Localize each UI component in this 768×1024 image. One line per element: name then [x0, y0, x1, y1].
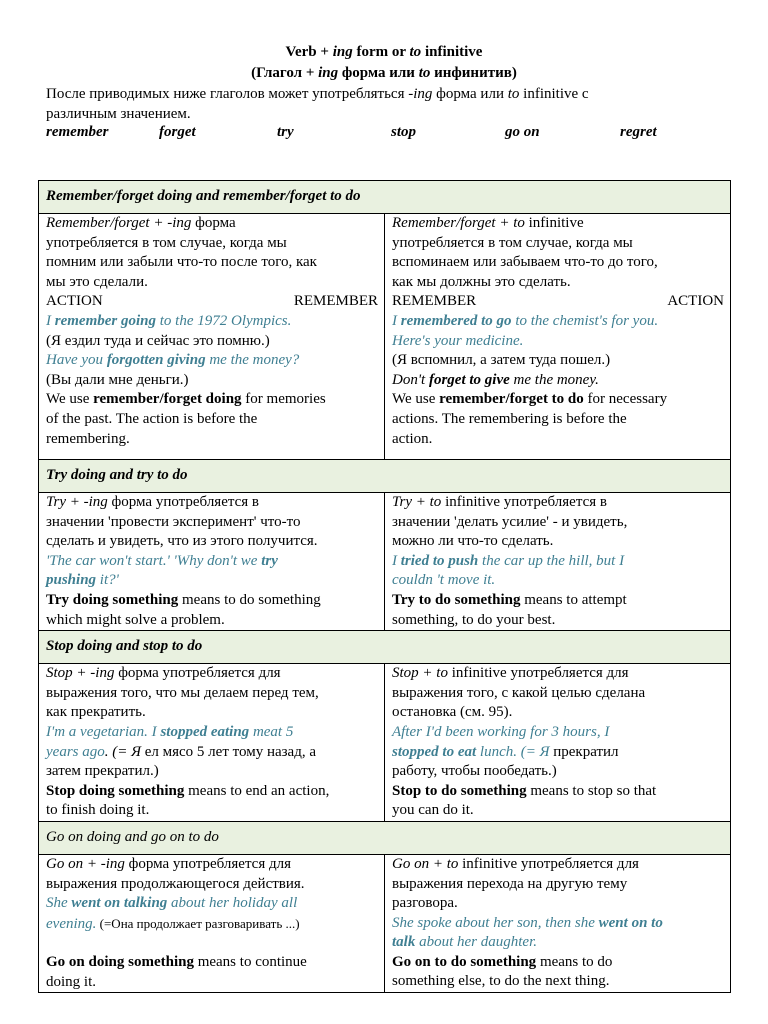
cell-text: форма употребляется для [124, 855, 292, 872]
cell-text: ACTION [46, 293, 103, 310]
example-text: I [46, 312, 55, 329]
cell-text: как мы должны это сделать. [392, 273, 571, 290]
cell-text: actions. The remembering is before the [392, 410, 627, 427]
subtitle-text: ing [318, 65, 339, 81]
example-text: I'm a vegetarian. I [46, 723, 161, 740]
section-header-row [39, 181, 731, 214]
cell-text: which might solve a problem. [46, 611, 225, 628]
example-text: went on to [598, 914, 663, 931]
cell-text: action. [392, 430, 433, 447]
right-cell [385, 214, 731, 460]
cell-text: . (= Я [104, 743, 145, 760]
example-text: forgotten giving [106, 352, 206, 369]
verb-stop: stop [391, 124, 417, 140]
example-text: meat 5 [249, 723, 294, 740]
cell-text: (Я вспомнил, а затем туда пошел.) [392, 352, 611, 369]
left-cell [39, 854, 385, 993]
cell-text: вспоминаем или забываем что-то до того, [392, 254, 658, 271]
cell-text: infinitive употребляется для [458, 855, 639, 872]
cell-text: ACTION [667, 293, 724, 310]
cell-text: затем прекратил.) [46, 763, 159, 780]
header-text: go on to do [151, 828, 219, 845]
example-text: She spoke about her son, then she [392, 914, 599, 931]
example-text: I [392, 312, 401, 329]
example-text: stopped to eat [392, 743, 477, 760]
cell-text: of the past. The action is before the [46, 410, 258, 427]
cell-text: значении 'провести эксперимент' что-то [46, 513, 301, 530]
title-text: to [409, 44, 422, 60]
cell-text: doing it. [46, 973, 97, 990]
intro-text: to [507, 86, 520, 102]
cell-text: выражения того, что мы делаем перед тем, [46, 684, 319, 701]
subtitle-text: (Глагол + [251, 65, 319, 81]
header-text: and [121, 828, 151, 845]
verb-remember: remember [46, 124, 109, 140]
cell-text: Go on + -ing [46, 855, 125, 872]
example-text: me the money? [205, 352, 300, 369]
cell-text: прекратил [553, 743, 619, 760]
intro-text: форма или [432, 86, 508, 102]
example-text: talk [392, 934, 416, 951]
cell-text: me the money. [509, 371, 599, 388]
grammar-table [38, 180, 731, 993]
cell-text: means to do [536, 953, 613, 970]
cell-text: (Я ездил туда и сейчас это помню.) [46, 332, 270, 349]
cell-text: выражения перехода на другую тему [392, 875, 628, 892]
cell-text: остановка (см. 95). [392, 704, 513, 721]
right-cell [385, 664, 731, 822]
example-text: couldn 't move it. [392, 572, 496, 589]
cell-text: Remember/forget + -ing [46, 215, 192, 231]
intro-paragraph [46, 84, 726, 124]
cell-text: употребляется в том случае, когда мы [392, 234, 633, 251]
cell-text: means to do something [178, 591, 321, 608]
example-text: She [46, 895, 72, 912]
cell-text: means to attempt [520, 591, 627, 608]
cell-text: something, to do your best. [392, 611, 556, 628]
title-text: ing [332, 44, 353, 60]
cell-text: Don't [392, 371, 429, 388]
cell-text: something else, to do the next thing. [392, 973, 610, 990]
subtitle-text: to [418, 65, 431, 81]
example-text: tried to push [400, 552, 479, 569]
title-text: Verb + [285, 44, 333, 60]
cell-text: infinitive употребляется в [441, 494, 607, 510]
section-header-row [39, 631, 731, 664]
subtitle-text: инфинитив) [430, 65, 517, 81]
intro-text: ing [413, 86, 433, 102]
example-text: the car up the hill, but I [478, 552, 625, 569]
cell-text: Try doing something [46, 591, 179, 608]
verb-try: try [277, 124, 294, 140]
verb-regret: regret [620, 124, 657, 140]
section-header: Try doing and try to do [39, 460, 731, 493]
cell-text: как прекратить. [46, 704, 146, 721]
example-text: about her daughter. [415, 934, 538, 951]
cell-text: Remember/forget + to [392, 215, 525, 231]
cell-text: помним или забыли что-то после того, как [46, 254, 317, 271]
cell-text: you can do it. [392, 802, 474, 819]
cell-text: мы это сделали. [46, 273, 148, 290]
intro-text: различным значением. [46, 106, 191, 122]
cell-text: Try + -ing [46, 494, 108, 510]
cell-text: Go on to do something [392, 953, 537, 970]
section-header: Stop doing and stop to do [39, 631, 731, 664]
spacer [46, 934, 378, 953]
example-text: 'The car won't start.' 'Why don't we [46, 552, 262, 569]
example-text: After I'd been working for 3 hours, I [392, 723, 610, 740]
example-text: years ago [46, 743, 105, 760]
section-content-row [39, 664, 731, 822]
cell-text: Stop doing something [46, 782, 185, 799]
example-text: it?' [96, 572, 119, 589]
cell-text: работу, чтобы пообедать.) [392, 763, 557, 780]
cell-text: форма употребляется для [114, 665, 281, 682]
cell-text: Go on + to [392, 855, 459, 872]
intro-text: После приводимых ниже глаголов может употребляться - [46, 86, 414, 102]
cell-text: REMEMBER [293, 293, 378, 310]
subtitle-text: форма или [338, 65, 419, 81]
intro-text: infinitive с [519, 86, 589, 102]
verb-go-on: go on [505, 124, 540, 140]
cell-text: infinitive употребляется для [447, 665, 629, 682]
cell-text: We use [46, 391, 94, 408]
cell-text: можно ли что-то сделать. [392, 533, 554, 550]
cell-text: ел мясо 5 лет тому назад, а [144, 743, 316, 760]
cell-text: We use [392, 391, 440, 408]
cell-text: Stop + -ing [46, 665, 115, 682]
example-text: remember going [54, 312, 156, 329]
section-content-row [39, 214, 731, 460]
left-cell [39, 214, 385, 460]
section-header: Remember/forget doing and remember/forget to do [39, 181, 731, 214]
section-header-row [39, 460, 731, 493]
example-text: Here's your medicine. [392, 332, 524, 349]
cell-text: forget to give [428, 371, 510, 388]
example-text: I [392, 552, 401, 569]
cell-text: выражения продолжающегося действия. [46, 875, 305, 892]
cell-text: разговора. [392, 895, 458, 912]
example-text: to the chemist's for you. [511, 312, 659, 329]
cell-text: употребляется в том случае, когда мы [46, 234, 287, 251]
left-cell [39, 493, 385, 631]
cell-text: форма употребляется в [107, 494, 259, 510]
cell-text: remember/forget to do [439, 391, 584, 408]
title-text: infinitive [421, 44, 483, 60]
left-cell [39, 664, 385, 822]
cell-text: Stop + to [392, 665, 448, 682]
cell-text: remembering. [46, 430, 130, 447]
cell-text: сделать и увидеть, что из этого получится. [46, 533, 318, 550]
title-text: form or [352, 44, 410, 60]
cell-text: means to continue [193, 954, 307, 971]
header-text: Go on doing [46, 828, 121, 845]
cell-text: for necessary [583, 391, 668, 408]
cell-text: REMEMBER [392, 293, 477, 310]
right-cell [385, 854, 731, 993]
section-content-row [39, 493, 731, 631]
cell-text: means to stop so that [526, 782, 657, 799]
cell-text: форма [191, 215, 236, 231]
cell-text: infinitive [524, 215, 584, 231]
example-text: Have you [46, 352, 107, 369]
cell-text: значении 'делать усилие' - и увидеть, [392, 513, 628, 530]
cell-text: (Вы дали мне деньги.) [46, 371, 189, 388]
example-text: to the 1972 Olympics. [156, 312, 292, 329]
example-text: evening. [46, 915, 97, 932]
example-text: about her holiday all [167, 895, 298, 912]
section-header-row [39, 821, 731, 854]
cell-text: Try to do something [392, 591, 521, 608]
page-subtitle [0, 65, 768, 82]
cell-text: (=Она продолжает разговаривать ...) [96, 915, 300, 931]
right-cell [385, 493, 731, 631]
cell-text: Go on doing something [46, 954, 194, 971]
example-text: pushing [46, 572, 97, 589]
cell-text: to finish doing it. [46, 802, 150, 819]
example-text: try [261, 552, 278, 569]
cell-text: means to end an action, [184, 782, 330, 799]
section-header [39, 821, 731, 854]
verb-forget: forget [159, 124, 196, 140]
example-text: stopped eating [160, 723, 250, 740]
cell-text: remember/forget doing [93, 391, 242, 408]
cell-text: for memories [241, 391, 326, 408]
example-text: remembered to go [400, 312, 512, 329]
cell-text: Stop to do something [392, 782, 527, 799]
example-text: lunch. (= Я [476, 743, 554, 760]
page-title [0, 44, 768, 61]
section-content-row [39, 854, 731, 993]
example-text: went on talking [71, 895, 168, 912]
cell-text: Try + to [392, 494, 442, 510]
cell-text: выражения того, с какой целью сделана [392, 684, 646, 701]
